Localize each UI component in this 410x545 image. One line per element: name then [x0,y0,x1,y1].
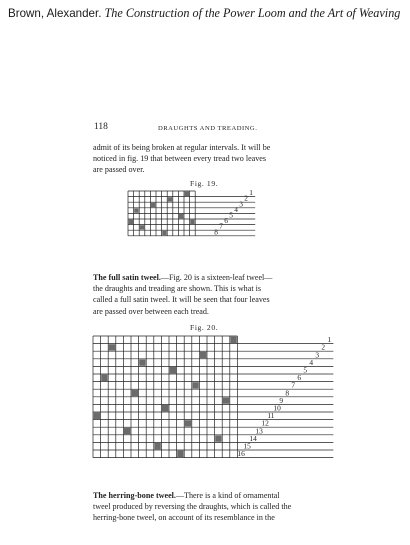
filled-cell [109,344,115,350]
filled-cell [94,413,100,419]
fig20-draught-diagram [90,336,330,484]
text-line: noticed in fig. 19 that between every tread two leaves [93,154,267,164]
filled-cell [140,225,144,229]
book-title: The Construction of the Power Loom and the Art of Weaving [104,6,401,20]
filled-cell [101,375,107,381]
filled-cell [124,428,130,434]
page-number: 118 [94,122,108,132]
filled-cell [230,337,236,343]
leaf-number: 5 [229,210,233,220]
section-heading: The full satin tweel. [93,273,161,282]
leaf-number: 14 [249,433,257,443]
leaf-number: 2 [244,193,248,203]
filled-cell [132,390,138,396]
filled-cell [168,197,172,201]
fig20-caption: Fig. 20. [190,323,219,332]
leaf-number: 7 [219,221,223,231]
text-line: —Fig. 20 is a sixteen-leaf tweel— [160,273,273,282]
text-line: are passed over. [93,165,145,175]
leaf-number: 12 [261,418,269,428]
fig19-caption: Fig. 19. [190,179,219,188]
text-line: herring-bone tweel, on account of its resemblance in the [93,513,275,523]
running-head [90,122,330,134]
filled-cell [139,359,145,365]
leaf-number: 5 [303,365,308,375]
filled-cell [200,352,206,358]
filled-cell [185,420,191,426]
leaf-number: 4 [309,357,314,367]
document-header [8,6,404,21]
running-title: DRAUGHTS AND TREADING. [158,125,258,132]
filled-cell [162,231,166,235]
leaf-number: 4 [234,204,238,214]
text-line: admit of its being broken at regular intervals. It will be [93,143,271,152]
leaf-number: 9 [279,395,284,405]
leaf-number: 3 [239,199,243,209]
filled-cell [134,208,138,212]
filled-cell [185,192,189,196]
leaf-number: 6 [297,373,302,383]
leaf-number: 15 [243,441,251,451]
filled-cell [129,220,133,224]
filled-cell [223,397,229,403]
filled-cell [151,203,155,207]
leaf-number: 8 [285,388,290,398]
filled-cell [154,443,160,449]
leaf-number: 1 [327,335,332,345]
paragraph-full-satin [93,272,327,317]
paragraph-intro [93,142,327,176]
filled-cell [190,220,194,224]
text-line: are passed over between each tread. [93,306,209,316]
leaf-number: 1 [249,188,253,198]
filled-cell [162,405,168,411]
text-line: the draughts and treading are shown. This is what is [93,284,261,294]
text-line: —There is a kind of ornamental [175,491,280,500]
filled-cell [179,214,183,218]
leaf-number: 13 [255,426,263,436]
leaf-number: 16 [237,449,245,459]
author-name: Brown, Alexander. [8,7,102,20]
leaf-number: 2 [321,342,326,352]
filled-cell [192,382,198,388]
filled-cell [170,367,176,373]
text-line: called a full satin tweel. It will be seen that four leaves [93,295,270,305]
leaf-number: 10 [273,403,281,413]
leaf-number: 6 [224,216,228,226]
text-line: tweel produced by reversing the draughts, which is called the [93,502,292,512]
section-heading: The herring-bone tweel. [93,491,176,500]
fig19-draught-diagram [128,188,293,237]
leaf-number: 7 [291,380,296,390]
paragraph-herring-bone [93,490,327,524]
leaf-number: 3 [315,350,320,360]
leaf-number: 8 [214,227,218,237]
filled-cell [215,435,221,441]
leaf-number: 11 [267,411,275,421]
filled-cell [177,451,183,457]
